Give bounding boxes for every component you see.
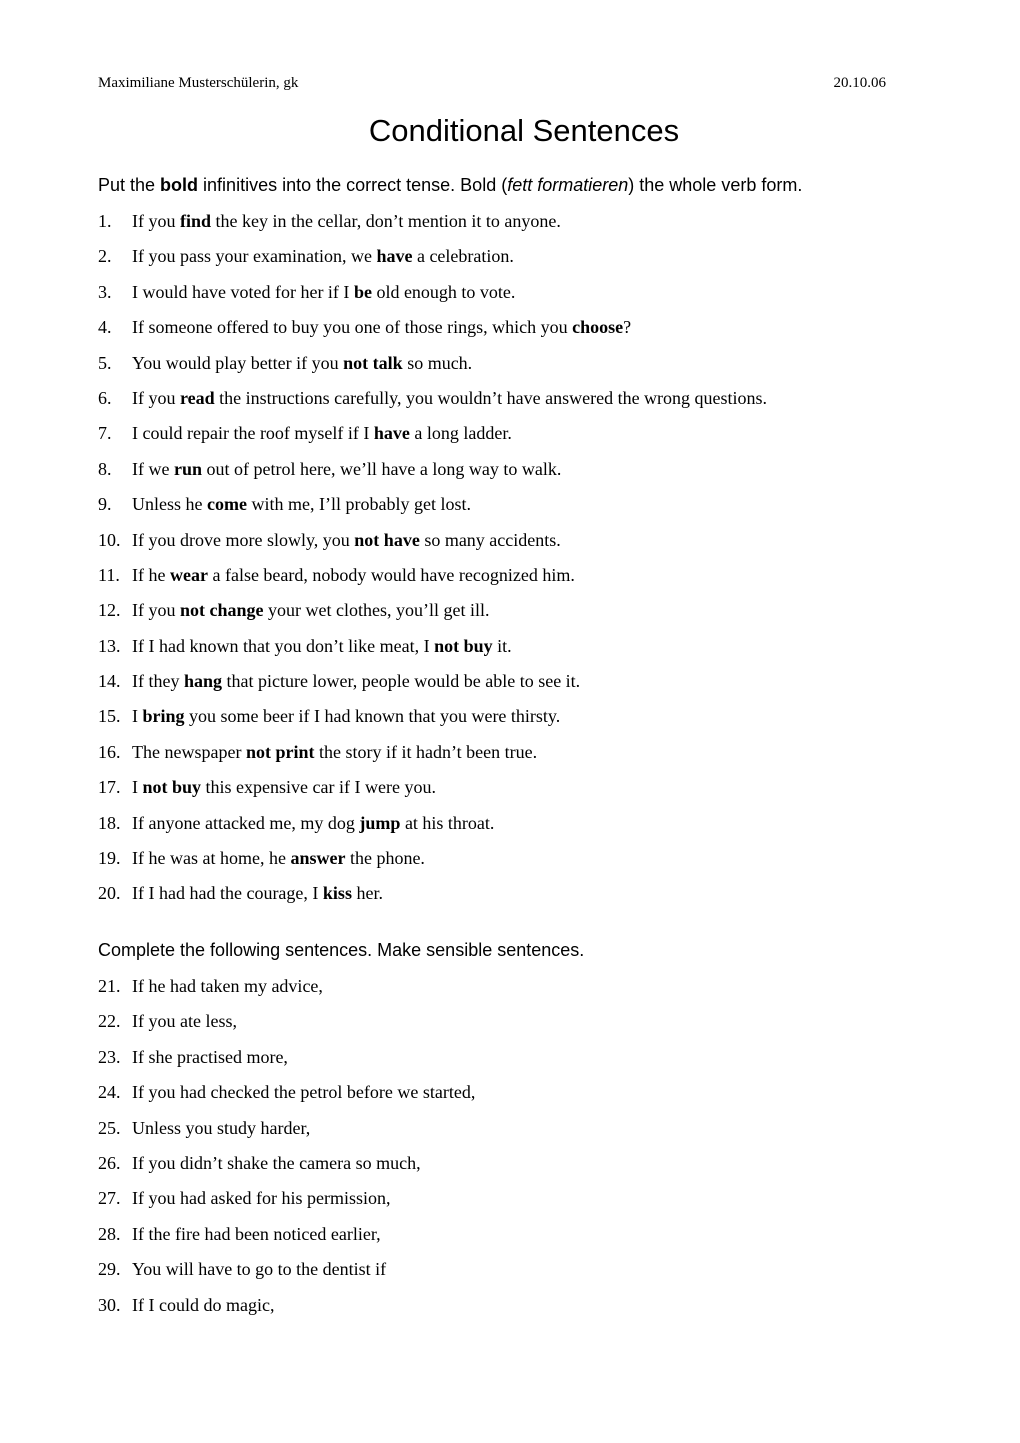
exercise-item: [98, 882, 767, 917]
item-text: [132, 882, 383, 904]
item-text: [132, 352, 472, 374]
exercise-list-1: [98, 210, 767, 918]
text-segment: If someone offered to buy you one of those rings, which you: [132, 317, 573, 338]
bold-verb: be: [353, 281, 372, 302]
exercise-item: [98, 422, 767, 457]
item-text: If you didn’t shake the camera so much,: [132, 1152, 421, 1173]
bold-verb: jump: [359, 812, 401, 833]
exercise-item: [98, 1187, 475, 1222]
text-segment: a long ladder.: [409, 423, 512, 444]
exercise-item: [98, 1046, 475, 1081]
text-segment: a celebration.: [412, 246, 514, 267]
exercise-list-2: [98, 975, 475, 1329]
item-number: 21.: [98, 976, 121, 996]
item-text: [132, 812, 494, 834]
item-text: If he had taken my advice,: [132, 976, 323, 996]
text-segment: The newspaper: [132, 741, 246, 762]
document-date: 20.10.06: [833, 75, 886, 91]
item-number: 14.: [98, 671, 121, 692]
item-number: 1.: [98, 211, 112, 231]
bold-verb: not buy: [434, 635, 493, 656]
item-number: 28.: [98, 1223, 121, 1244]
exercise-item: [98, 245, 767, 280]
text-segment: You would play better if you: [132, 352, 344, 373]
item-number: 17.: [98, 777, 121, 798]
text-segment: If you: [132, 387, 180, 408]
item-text: If you had asked for his permission,: [132, 1188, 391, 1209]
item-number: 11.: [98, 564, 120, 585]
text-segment: If he: [132, 564, 170, 585]
item-text: [132, 529, 561, 551]
item-text: [132, 564, 575, 586]
page-header: [98, 75, 888, 95]
text-segment: If you pass your examination, we: [132, 246, 377, 267]
text-segment: old enough to vote.: [371, 281, 516, 302]
item-text: [132, 458, 561, 480]
bold-verb: bring: [142, 706, 185, 727]
bold-verb: not buy: [142, 777, 202, 798]
bold-verb: run: [173, 458, 202, 479]
exercise-item: [98, 812, 767, 847]
text-segment: at his throat.: [400, 812, 495, 833]
item-text: [132, 493, 471, 515]
text-segment: out of petrol here, we’ll have a long way to walk.: [202, 458, 562, 479]
item-number: 10.: [98, 529, 121, 550]
text-segment: it.: [492, 635, 512, 656]
text-segment: the key in the cellar, don’t mention it to anyone.: [211, 211, 561, 231]
exercise-item: [98, 670, 767, 705]
item-text: Unless you study harder,: [132, 1117, 311, 1138]
text-segment: that picture lower, people would be able to see it.: [222, 671, 581, 692]
instruction-segment: infinitives into the correct tense. Bold (: [198, 175, 508, 195]
instruction-2: Complete the following sentences. Make sensible sentences.: [98, 940, 585, 960]
item-number: 27.: [98, 1188, 121, 1209]
item-number: 25.: [98, 1117, 121, 1138]
exercise-item: [98, 776, 767, 811]
item-number: 29.: [98, 1259, 121, 1280]
text-segment: the story if it hadn’t been true.: [314, 741, 538, 762]
text-segment: so much.: [402, 352, 473, 373]
item-text: If you ate less,: [132, 1011, 237, 1032]
text-segment: If you: [132, 600, 180, 621]
item-number: 2.: [98, 246, 112, 267]
text-segment: this expensive car if I were you.: [201, 777, 436, 798]
item-text: If she practised more,: [132, 1046, 288, 1067]
exercise-item: [98, 1152, 475, 1187]
text-segment: If we: [132, 458, 174, 479]
bold-verb: choose: [572, 317, 624, 338]
item-number: 23.: [98, 1046, 121, 1067]
exercise-item: [98, 352, 767, 387]
bold-verb: read: [180, 387, 215, 408]
item-text: If the fire had been noticed earlier,: [132, 1223, 381, 1244]
text-segment: If they: [132, 671, 184, 692]
instruction-segment: ) the whole verb form.: [628, 175, 803, 195]
item-number: 9.: [98, 494, 112, 515]
text-segment: the phone.: [345, 848, 425, 869]
exercise-item: [98, 975, 475, 1010]
instruction-segment: Put the: [98, 175, 161, 195]
item-number: 20.: [98, 883, 121, 904]
exercise-item: [98, 599, 767, 634]
item-number: 3.: [98, 281, 112, 302]
item-text: [132, 316, 631, 338]
item-text: You will have to go to the dentist if: [132, 1259, 387, 1280]
item-text: [132, 210, 561, 232]
text-segment: Unless he: [132, 494, 207, 515]
item-number: 18.: [98, 812, 121, 833]
exercise-item: [98, 1223, 475, 1258]
item-number: 6.: [98, 387, 112, 408]
item-text: [132, 741, 537, 763]
instruction-1: [98, 175, 928, 196]
text-segment: If you drove more slowly, you: [132, 529, 355, 550]
item-text: [132, 847, 425, 869]
text-segment: the instructions carefully, you wouldn’t have answered the wrong questions.: [214, 387, 768, 408]
item-number: 5.: [98, 352, 112, 373]
exercise-item: [98, 316, 767, 351]
item-number: 7.: [98, 423, 112, 444]
item-number: 22.: [98, 1011, 121, 1032]
document-page: [98, 0, 888, 1443]
bold-verb: kiss: [322, 883, 352, 904]
item-text: If I could do magic,: [132, 1294, 275, 1315]
item-number: 15.: [98, 706, 121, 727]
text-segment: I: [132, 706, 143, 727]
exercise-item: [98, 210, 767, 245]
bold-verb: have: [373, 423, 410, 444]
exercise-item: [98, 741, 767, 776]
item-number: 4.: [98, 317, 112, 338]
item-text: [132, 422, 512, 444]
item-number: 24.: [98, 1082, 121, 1103]
text-segment: If I had had the courage, I: [132, 883, 323, 904]
bold-verb: not have: [354, 529, 420, 550]
text-segment: If you: [132, 211, 180, 231]
exercise-item: [98, 1010, 475, 1045]
item-text: [132, 670, 580, 692]
exercise-item: [98, 847, 767, 882]
exercise-item: [98, 529, 767, 564]
exercise-item: [98, 705, 767, 740]
text-segment: her.: [351, 883, 383, 904]
text-segment: with me, I’ll probably get lost.: [246, 494, 471, 515]
exercise-item: [98, 635, 767, 670]
item-number: 30.: [98, 1294, 121, 1315]
bold-verb: wear: [169, 564, 208, 585]
item-number: 26.: [98, 1152, 121, 1173]
exercise-item: [98, 1258, 475, 1293]
bold-verb: come: [207, 494, 247, 515]
text-segment: If anyone attacked me, my dog: [132, 812, 360, 833]
exercise-item: [98, 387, 767, 422]
bold-verb: not change: [180, 600, 264, 621]
instruction-segment: fett formatieren: [507, 175, 629, 195]
item-number: 13.: [98, 635, 121, 656]
exercise-item: [98, 281, 767, 316]
item-number: 8.: [98, 458, 112, 479]
item-text: [132, 705, 560, 727]
bold-verb: hang: [183, 671, 223, 692]
exercise-item: [98, 458, 767, 493]
text-segment: I could repair the roof myself if I: [132, 423, 374, 444]
item-number: 12.: [98, 600, 121, 621]
bold-verb: have: [376, 246, 413, 267]
bold-verb: answer: [290, 848, 346, 869]
exercise-item: [98, 1294, 475, 1329]
text-segment: you some beer if I had known that you were thirsty.: [184, 706, 561, 727]
item-text: [132, 387, 767, 409]
item-text: [132, 635, 512, 657]
item-text: If you had checked the petrol before we started,: [132, 1082, 476, 1103]
item-text: [132, 281, 515, 303]
text-segment: I: [132, 777, 143, 798]
text-segment: I would have voted for her if I: [132, 281, 354, 302]
text-segment: If he was at home, he: [132, 848, 291, 869]
bold-verb: not print: [245, 741, 315, 762]
item-text: [132, 599, 489, 621]
bold-verb: not talk: [343, 352, 403, 373]
text-segment: If I had known that you don’t like meat, I: [132, 635, 435, 656]
exercise-item: [98, 493, 767, 528]
page-title: Conditional Sentences: [368, 113, 680, 148]
exercise-item: [98, 564, 767, 599]
instruction-segment: bold: [160, 175, 199, 195]
item-text: [132, 776, 436, 798]
author-name: Maximiliane Musterschülerin, gk: [98, 75, 299, 91]
item-number: 19.: [98, 848, 121, 869]
exercise-item: [98, 1081, 475, 1116]
text-segment: a false beard, nobody would have recognized him.: [207, 564, 575, 585]
bold-verb: find: [180, 211, 212, 231]
text-segment: ?: [623, 317, 632, 338]
exercise-item: [98, 1117, 475, 1152]
text-segment: so many accidents.: [419, 529, 561, 550]
item-number: 16.: [98, 741, 121, 762]
text-segment: your wet clothes, you’ll get ill.: [263, 600, 490, 621]
item-text: [132, 245, 514, 267]
